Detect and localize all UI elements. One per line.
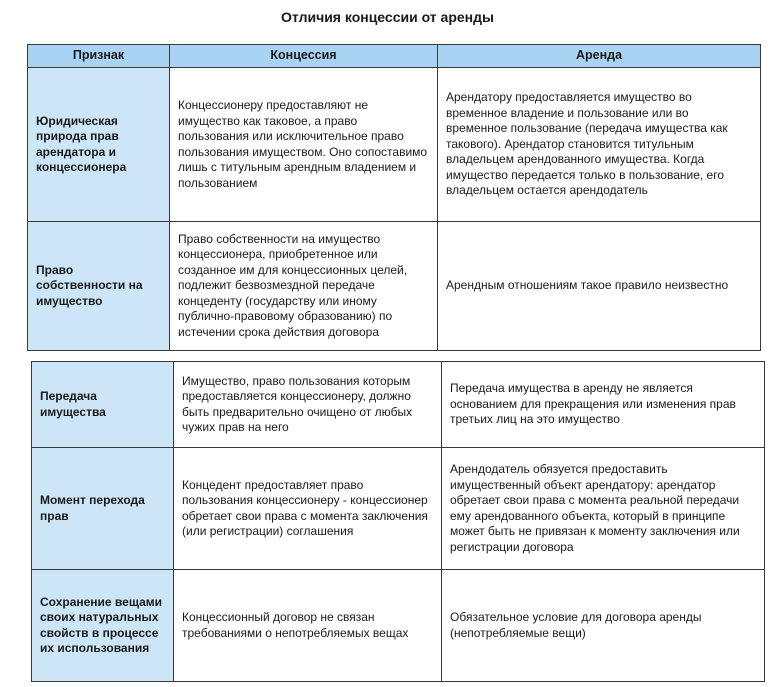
header-feature: Признак [28,45,170,68]
row-feature: Юридическая природа прав арендатора и концессионера [28,68,170,222]
table-header-row [28,45,761,68]
row-feature: Передача имущества [32,362,174,448]
row-concession: Право собственности на имущество концессионера, приобретенное или созданное им для концессионных целей, подлежит безвозмездной передаче концеденту (государству или иному публично-правовому образованию) по истечении срока действия договора [170,222,438,351]
row-feature: Момент перехода прав [32,448,174,570]
row-concession: Имущество, право пользования которым предоставляется концессионеру, должно быть предварительно очищено от любых чужих прав на него [174,362,442,448]
row-lease: Передача имущества в аренду не является основанием для прекращения или изменения прав третьих лиц на это имущество [442,362,765,448]
comparison-table-top [27,44,761,351]
row-concession: Концессионеру предоставляют не имущество как таковое, а право пользования или исключительное право пользования имуществом. Оно сопоставимо лишь с титульным арендным владением и пользованием [170,68,438,222]
row-lease: Обязательное условие для договора аренды (непотребляемые вещи) [442,570,765,682]
table-row [28,68,761,222]
row-lease: Арендатору предоставляется имущество во временное владение и пользование или во временное пользование (передача имущества как такового). Арендатор становится титульным владельцем арендованного имущества. Когда имущество передается только в пользование, его владельцем остается арендодатель [438,68,761,222]
comparison-table-bottom [31,361,765,682]
table-row [32,570,765,682]
header-concession: Концессия [170,45,438,68]
row-feature: Право собственности на имущество [28,222,170,351]
page-title: Отличия концессии от аренды [281,9,494,25]
row-lease: Арендодатель обязуется предоставить имущественный объект арендатору: арендатор обретает свои права с момента реальной передачи ему арендованного объекта, который в принципе может быть не привязан к моменту заключения или регистрации договора [442,448,765,570]
table-row [32,448,765,570]
row-lease: Арендным отношениям такое правило неизвестно [438,222,761,351]
row-concession: Концедент предоставляет право пользования концессионеру - концессионер обретает свои права с момента заключения (или регистрации) соглашения [174,448,442,570]
row-feature: Сохранение вещами своих натуральных свойств в процессе их использования [32,570,174,682]
row-concession: Концессионный договор не связан требованиями о непотребляемых вещах [174,570,442,682]
header-lease: Аренда [438,45,761,68]
table-row [28,222,761,351]
table-row [32,362,765,448]
